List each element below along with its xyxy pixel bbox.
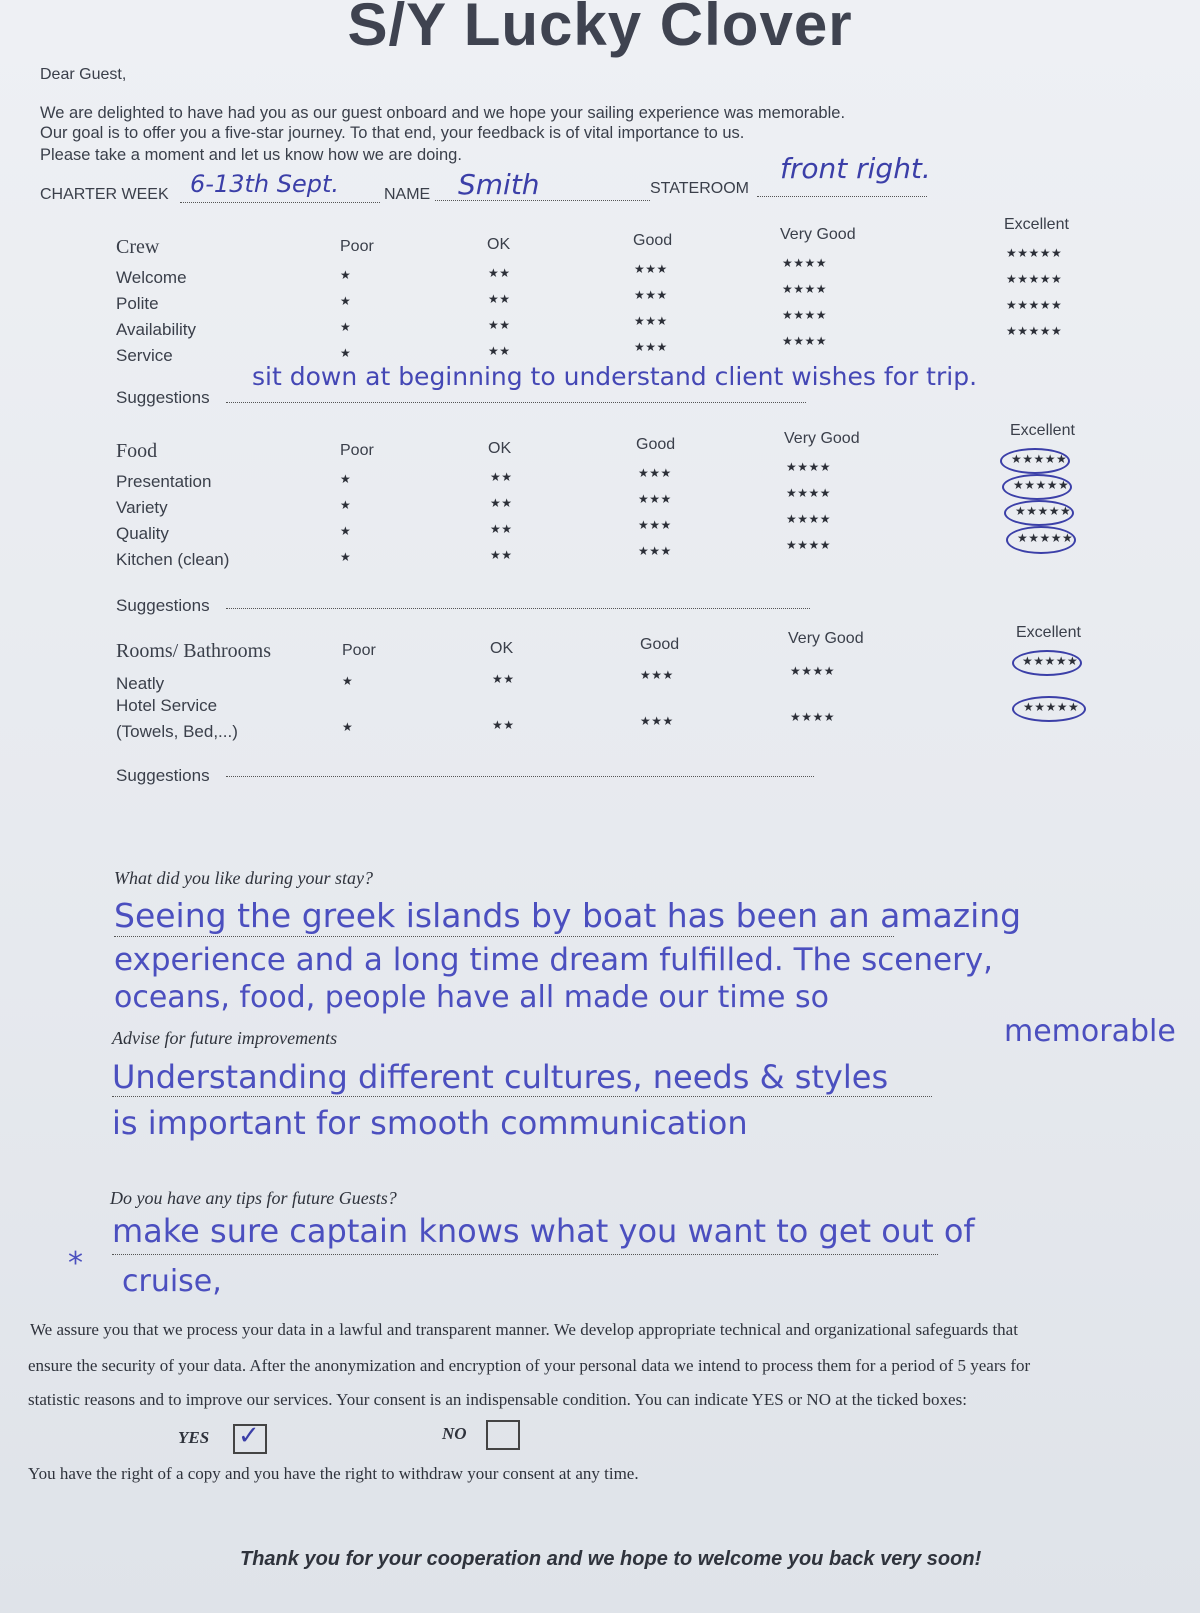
star-rating-option[interactable]: ★★★★★ [1022, 654, 1079, 668]
header-excellent: Excellent [1004, 216, 1069, 233]
star-rating-option[interactable]: ★★ [488, 266, 511, 280]
consent-yes-label: YES [178, 1428, 210, 1447]
crew-suggestions-field[interactable]: sit down at beginning to understand client wishes for trip. [252, 362, 978, 391]
star-rating-option[interactable]: ★★★ [638, 518, 672, 532]
rooms-row-neatly: Neatly [116, 674, 165, 693]
header-good: Good [640, 636, 680, 653]
header-ok: OK [488, 440, 512, 457]
answer-tips-line-2[interactable]: cruise, [122, 1264, 222, 1299]
star-rating-option[interactable]: ★ [340, 320, 352, 334]
check-icon: ✓ [238, 1420, 260, 1450]
answer-improvements-line-2[interactable]: is important for smooth communication [112, 1104, 748, 1142]
star-rating-option[interactable]: ★★★★★ [1006, 298, 1063, 312]
food-row-presentation: Presentation [116, 472, 212, 491]
crew-row-welcome: Welcome [116, 268, 187, 287]
star-rating-option[interactable]: ★★★★ [782, 282, 828, 296]
consent-no-label: NO [442, 1424, 467, 1443]
food-row-quality: Quality [116, 524, 169, 543]
star-rating-option[interactable]: ★ [342, 720, 354, 734]
star-rating-option[interactable]: ★★★ [638, 492, 672, 506]
star-rating-option[interactable]: ★ [342, 674, 354, 688]
answer-line [112, 1096, 932, 1097]
legal-line-1: We assure you that we process your data in a lawful and transparent manner. We develop appropriate technical and organizational safeguards that [30, 1320, 1018, 1339]
star-rating-option[interactable]: ★★★ [634, 262, 668, 276]
charter-week-field[interactable]: 6-13th Sept. [190, 170, 339, 198]
answer-improvements-line-1[interactable]: Understanding different cultures, needs & styles [112, 1058, 889, 1096]
star-rating-option[interactable]: ★★ [492, 718, 515, 732]
star-rating-option[interactable]: ★★★ [634, 288, 668, 302]
star-rating-option[interactable]: ★★★★ [786, 486, 832, 500]
star-rating-option[interactable]: ★★★ [634, 340, 668, 354]
food-row-kitchen: Kitchen (clean) [116, 550, 230, 569]
star-rating-option[interactable]: ★★ [488, 292, 511, 306]
star-rating-option[interactable]: ★★★ [638, 544, 672, 558]
answer-line [112, 1254, 938, 1255]
header-good: Good [636, 436, 676, 453]
star-rating-option[interactable]: ★★★★ [782, 256, 828, 270]
star-rating-option[interactable]: ★ [340, 524, 352, 538]
star-rating-option[interactable]: ★★★★ [786, 512, 832, 526]
question-tips: Do you have any tips for future Guests? [110, 1188, 397, 1208]
star-rating-option[interactable]: ★★★ [640, 668, 674, 682]
star-rating-option[interactable]: ★★★★★ [1006, 324, 1063, 338]
answer-liked-line-1[interactable]: Seeing the greek islands by boat has been an amazing [114, 896, 1022, 935]
intro-line-3: Please take a moment and let us know how we are doing. [40, 146, 462, 164]
header-very-good: Very Good [780, 226, 856, 243]
star-rating-option[interactable]: ★★★ [638, 466, 672, 480]
star-rating-option[interactable]: ★★★★ [786, 538, 832, 552]
name-label: NAME [384, 186, 431, 203]
charter-week-line [180, 202, 380, 203]
consent-no-checkbox[interactable] [486, 1420, 520, 1450]
star-rating-option[interactable]: ★★★★★ [1013, 478, 1070, 492]
food-suggestions-label: Suggestions [116, 596, 210, 615]
thanks-text: Thank you for your cooperation and we hope to welcome you back very soon! [240, 1548, 982, 1570]
section-title-rooms: Rooms/ Bathrooms [116, 640, 272, 662]
star-rating-option[interactable]: ★ [340, 346, 352, 360]
intro-line-1: We are delighted to have had you as our guest onboard and we hope your sailing experience was memorable. [40, 104, 846, 122]
food-row-variety: Variety [116, 498, 168, 517]
answer-liked-line-2[interactable]: experience and a long time dream fulfilled. The scenery, [114, 942, 994, 978]
header-ok: OK [487, 236, 511, 253]
answer-liked-line-3[interactable]: oceans, food, people have all made our time so [114, 980, 829, 1015]
crew-row-service: Service [116, 346, 173, 365]
header-poor: Poor [340, 238, 374, 255]
star-rating-option[interactable]: ★★★ [640, 714, 674, 728]
charter-week-label: CHARTER WEEK [40, 186, 169, 203]
star-rating-option[interactable]: ★★ [490, 496, 513, 510]
star-rating-option[interactable]: ★★★★ [782, 308, 828, 322]
section-title-crew: Crew [116, 236, 160, 258]
star-rating-option[interactable]: ★★ [488, 318, 511, 332]
header-poor: Poor [340, 442, 374, 459]
star-rating-option[interactable]: ★ [340, 268, 352, 282]
answer-tips-line-1[interactable]: make sure captain knows what you want to get out of [112, 1212, 975, 1250]
star-rating-option[interactable]: ★★★ [634, 314, 668, 328]
form-title: S/Y Lucky Clover [347, 0, 853, 58]
stateroom-label: STATEROOM [650, 180, 749, 197]
stateroom-field[interactable]: front right. [780, 152, 931, 185]
legal-line-3: statistic reasons and to improve our services. Your consent is an indispensable condition. You can indicate YES or NO at the ticked boxes: [28, 1390, 967, 1409]
crew-suggestions-label: Suggestions [116, 388, 210, 407]
food-suggestions-line [226, 608, 810, 609]
header-excellent: Excellent [1010, 422, 1075, 439]
header-excellent: Excellent [1016, 624, 1081, 641]
section-title-food: Food [116, 440, 158, 462]
header-ok: OK [490, 640, 514, 657]
answer-liked-line-4[interactable]: memorable [1004, 1014, 1176, 1049]
star-rating-option[interactable]: ★★★★★ [1006, 246, 1063, 260]
star-rating-option[interactable]: ★★ [490, 522, 513, 536]
rooms-suggestions-line [226, 776, 814, 777]
star-rating-option[interactable]: ★★ [490, 548, 513, 562]
star-rating-option[interactable]: ★★★★★ [1006, 272, 1063, 286]
rooms-suggestions-label: Suggestions [116, 766, 210, 785]
question-liked: What did you like during your stay? [114, 868, 373, 888]
star-rating-option[interactable]: ★ [340, 472, 352, 486]
star-rating-option[interactable]: ★★★★ [786, 460, 832, 474]
asterisk-marker: * [68, 1246, 83, 1281]
star-rating-option[interactable]: ★★ [492, 672, 515, 686]
answer-line [114, 936, 894, 937]
stateroom-line [757, 196, 927, 197]
header-good: Good [633, 232, 673, 249]
star-rating-option[interactable]: ★★★★★ [1015, 504, 1072, 518]
star-rating-option[interactable]: ★ [340, 294, 352, 308]
star-rating-option[interactable]: ★★ [488, 344, 511, 358]
star-rating-option[interactable]: ★ [340, 498, 352, 512]
name-field[interactable]: Smith [458, 168, 540, 201]
question-improvements: Advise for future improvements [112, 1028, 338, 1048]
rooms-row-towels-bed: (Towels, Bed,...) [116, 722, 238, 741]
star-rating-option[interactable]: ★★★★★ [1017, 531, 1074, 545]
star-rating-option[interactable]: ★ [340, 550, 352, 564]
intro-line-2: Our goal is to offer you a five-star journey. To that end, your feedback is of vital importance to us. [40, 124, 745, 142]
star-rating-option[interactable]: ★★★★★ [1023, 700, 1080, 714]
header-very-good: Very Good [784, 430, 860, 447]
greeting: Dear Guest, [40, 66, 127, 83]
star-rating-option[interactable]: ★★ [490, 470, 513, 484]
star-rating-option[interactable]: ★★★★ [790, 664, 836, 678]
crew-suggestions-line [226, 402, 806, 403]
rooms-row-hotel-service: Hotel Service [116, 696, 218, 715]
star-rating-option[interactable]: ★★★★ [790, 710, 836, 724]
header-very-good: Very Good [788, 630, 864, 647]
crew-row-availability: Availability [116, 320, 197, 339]
legal-line-2: ensure the security of your data. After the anonymization and encryption of your personal data we intend to process them for a period of 5 years for [28, 1356, 1031, 1375]
header-poor: Poor [342, 642, 376, 659]
crew-row-polite: Polite [116, 294, 159, 313]
rights-text: You have the right of a copy and you have the right to withdraw your consent at any time. [28, 1464, 639, 1483]
star-rating-option[interactable]: ★★★★ [782, 334, 828, 348]
star-rating-option[interactable]: ★★★★★ [1011, 452, 1068, 466]
